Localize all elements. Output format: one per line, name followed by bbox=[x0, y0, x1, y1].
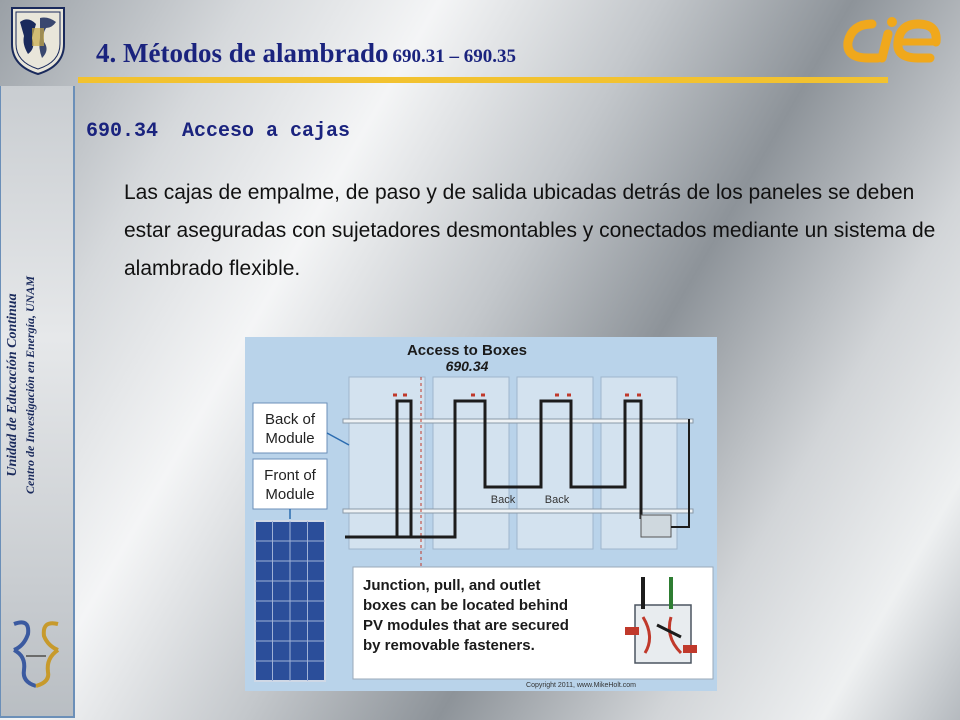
cie-emblem-logo bbox=[6, 616, 66, 690]
panel-back-label-1: Back bbox=[490, 494, 516, 506]
institution-vertical-text bbox=[5, 220, 65, 550]
section-number: 690.34 bbox=[86, 120, 159, 143]
access-to-boxes-diagram bbox=[245, 337, 717, 691]
section-heading bbox=[86, 120, 350, 143]
section-name: Acceso a cajas bbox=[182, 120, 351, 143]
title-underline bbox=[78, 77, 888, 83]
institution-name: Unidad de Educación Continua bbox=[5, 293, 20, 477]
center-name: Centro de Investigación en Energía, UNAM bbox=[23, 276, 37, 495]
front-of-module-line2: Module bbox=[265, 486, 315, 503]
figure-code: 690.34 bbox=[445, 358, 489, 374]
front-of-module-line1: Front of bbox=[264, 467, 316, 484]
callout-line2: boxes can be located behind bbox=[363, 597, 569, 614]
callout-line4: by removable fasteners. bbox=[363, 637, 535, 654]
copyright-text: Copyright 2011, www.MikeHolt.com bbox=[526, 682, 636, 689]
title-subtitle: 690.31 – 690.35 bbox=[392, 46, 516, 67]
unam-logo bbox=[6, 4, 70, 76]
panel-back-label-2: Back bbox=[544, 494, 570, 506]
cie-logo bbox=[838, 12, 946, 70]
callout-line3: PV modules that are secured bbox=[363, 617, 569, 634]
title-main: 4. Métodos de alambrado bbox=[96, 38, 389, 68]
back-of-module-line1: Back of bbox=[264, 411, 316, 428]
figure-title: Access to Boxes bbox=[406, 342, 528, 359]
back-of-module-line2: Module bbox=[265, 430, 315, 447]
solar-panel-front bbox=[255, 521, 325, 681]
section-paragraph: Las cajas de empalme, de paso y de salida ubicadas detrás de los paneles se deben estar aseguradas con sujetadores desmontables y conectados mediante un sistema de alambrado flexible. bbox=[124, 181, 936, 280]
callout-line1: Junction, pull, and outlet bbox=[363, 577, 541, 594]
slide-title bbox=[96, 38, 516, 69]
